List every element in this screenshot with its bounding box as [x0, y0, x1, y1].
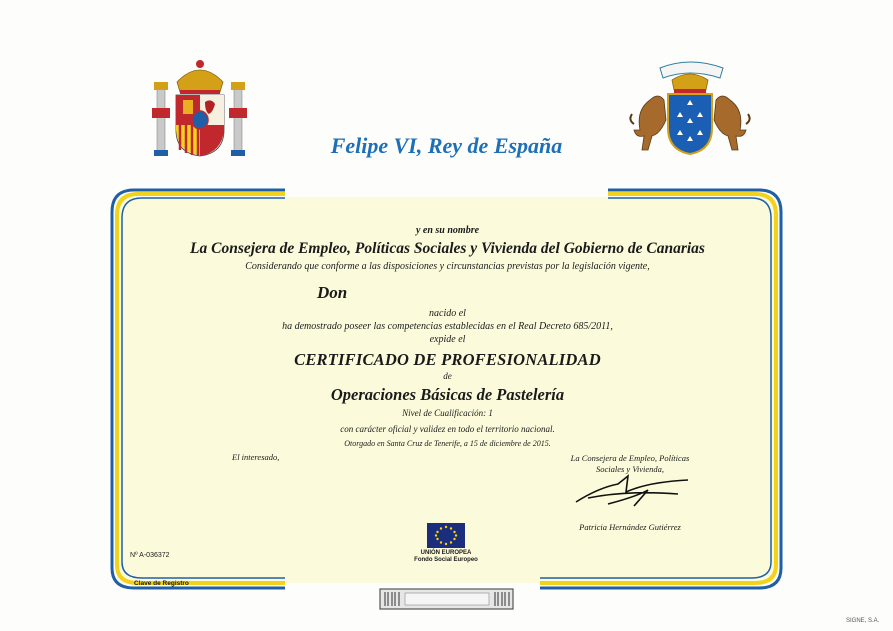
header-title: Felipe VI, Rey de España [330, 133, 563, 158]
certificate-title: CERTIFICADO DE PROFESIONALIDAD [294, 350, 601, 369]
intro-text: y en su nombre [415, 225, 480, 236]
eu-flag-icon [427, 523, 465, 548]
register-key-box [380, 589, 513, 609]
considering-text: Considerando que conforme a las disposiciones y circunstancias previstas por la legislación vigente, [245, 261, 650, 272]
course-title: Operaciones Básicas de Pastelería [330, 385, 565, 404]
authority-text: La Consejera de Empleo, Políticas Sociales y Vivienda del Gobierno de Canarias [190, 240, 705, 257]
eu-label-line1: UNIÓN EUROPEA [420, 550, 472, 556]
issues-text: expide el [429, 334, 466, 345]
interested-label: El interesado, [232, 452, 280, 462]
official-role-line2: Sociales y Vivienda, [595, 464, 665, 474]
granted-text: Otorgado en Santa Cruz de Tenerife, a 15 de diciembre de 2015. [344, 439, 551, 448]
official-role-line1: La Consejera de Empleo, Políticas [570, 453, 690, 463]
printer-label: SIGNE, S.A. [846, 618, 880, 624]
eu-label-line2: Fondo Social Europeo [414, 557, 478, 563]
level-text: Nivel de Cualificación: 1 [402, 408, 493, 418]
competences-text: ha demostrado poseer las competencias establecidas en el Real Decreto 685/2011, [282, 321, 613, 332]
register-key-label: Clave de Registro [134, 580, 189, 587]
handwritten-signature [568, 470, 698, 510]
validity-text: con carácter oficial y validez en todo el territorio nacional. [340, 424, 555, 434]
born-text: nacido el [429, 308, 466, 319]
serial-number: Nº A-036372 [130, 552, 170, 559]
of-text: de [443, 371, 452, 381]
salutation-text: Don [317, 283, 348, 302]
official-name: Patricia Hernández Gutiérrez [579, 522, 681, 532]
